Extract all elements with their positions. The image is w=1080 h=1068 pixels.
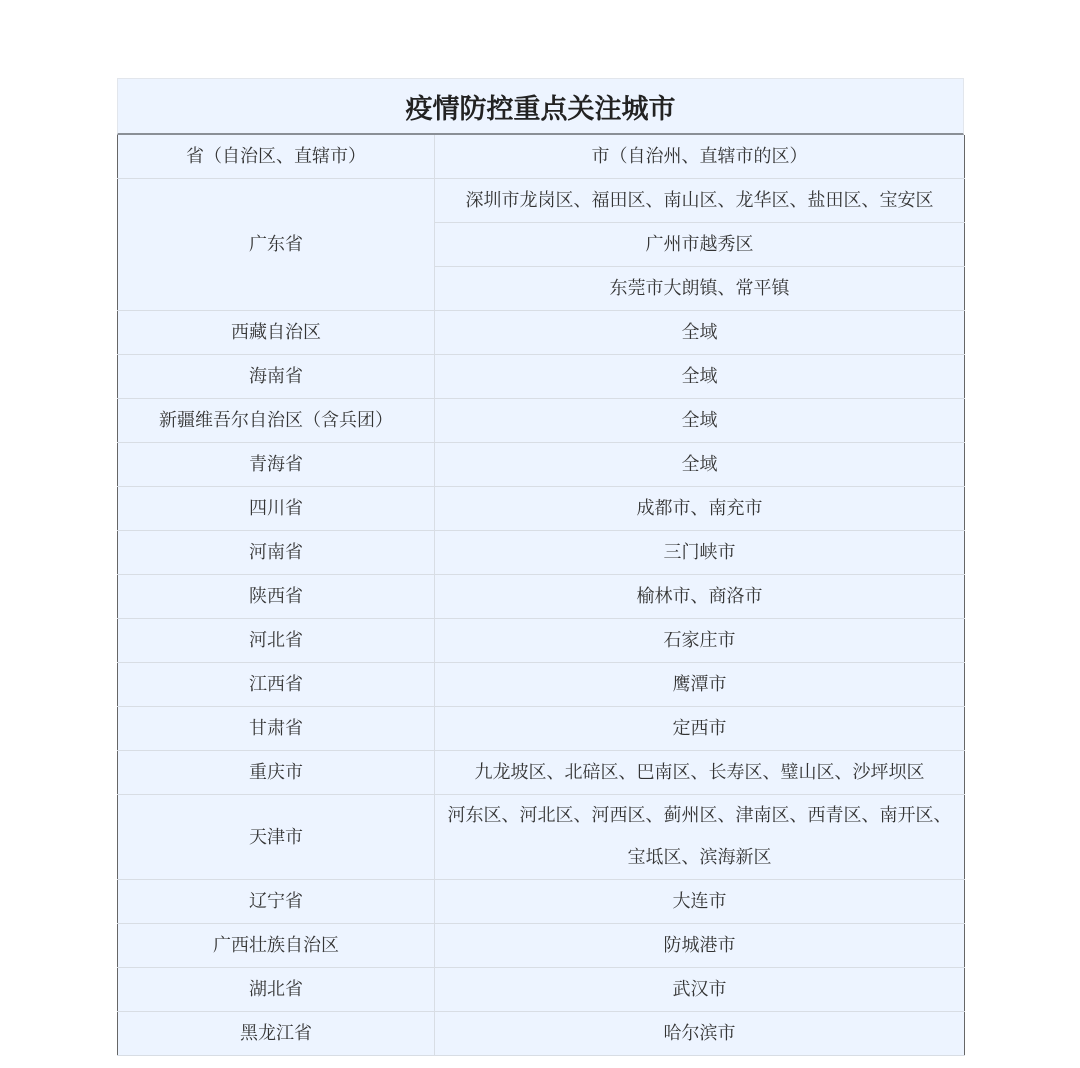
table-row bbox=[118, 531, 965, 575]
cities-cell: 全域 bbox=[435, 311, 965, 355]
province-cell: 重庆市 bbox=[118, 751, 435, 795]
table-title: 疫情防控重点关注城市 bbox=[117, 78, 964, 135]
table-row bbox=[118, 795, 965, 880]
cities-cell: 九龙坡区、北碚区、巴南区、长寿区、璧山区、沙坪坝区 bbox=[435, 751, 965, 795]
cities-cell: 三门峡市 bbox=[435, 531, 965, 575]
cities-cell: 哈尔滨市 bbox=[435, 1012, 965, 1056]
cities-cell: 石家庄市 bbox=[435, 619, 965, 663]
table-row bbox=[118, 880, 965, 924]
cities-cell: 鹰潭市 bbox=[435, 663, 965, 707]
cities-cell: 广州市越秀区 bbox=[435, 223, 965, 267]
table-row bbox=[118, 751, 965, 795]
province-cell: 青海省 bbox=[118, 443, 435, 487]
cities-cell: 武汉市 bbox=[435, 968, 965, 1012]
header-cities: 市（自治州、直辖市的区） bbox=[435, 135, 965, 179]
cities-cell: 大连市 bbox=[435, 880, 965, 924]
province-cell: 天津市 bbox=[118, 795, 435, 880]
cities-cell: 全域 bbox=[435, 399, 965, 443]
cities-cell: 成都市、南充市 bbox=[435, 487, 965, 531]
table-row bbox=[118, 968, 965, 1012]
cities-cell: 防城港市 bbox=[435, 924, 965, 968]
cities-cell: 定西市 bbox=[435, 707, 965, 751]
table-row bbox=[118, 1012, 965, 1056]
cities-cell: 东莞市大朗镇、常平镇 bbox=[435, 267, 965, 311]
province-cell: 四川省 bbox=[118, 487, 435, 531]
table-row bbox=[118, 707, 965, 751]
table-row bbox=[118, 487, 965, 531]
province-cell: 广东省 bbox=[118, 179, 435, 311]
cities-cell: 全域 bbox=[435, 355, 965, 399]
table-row bbox=[118, 399, 965, 443]
province-cell: 湖北省 bbox=[118, 968, 435, 1012]
cities-cell: 全域 bbox=[435, 443, 965, 487]
table-row bbox=[118, 924, 965, 968]
key-cities-table bbox=[117, 135, 965, 1056]
table-row bbox=[118, 311, 965, 355]
province-cell: 陕西省 bbox=[118, 575, 435, 619]
province-cell: 广西壮族自治区 bbox=[118, 924, 435, 968]
header-row bbox=[118, 135, 965, 179]
province-cell: 河南省 bbox=[118, 531, 435, 575]
header-province: 省（自治区、直辖市） bbox=[118, 135, 435, 179]
province-cell: 黑龙江省 bbox=[118, 1012, 435, 1056]
table-row bbox=[118, 663, 965, 707]
province-cell: 河北省 bbox=[118, 619, 435, 663]
table-row bbox=[118, 575, 965, 619]
province-cell: 甘肃省 bbox=[118, 707, 435, 751]
province-cell: 西藏自治区 bbox=[118, 311, 435, 355]
province-cell: 江西省 bbox=[118, 663, 435, 707]
province-cell: 海南省 bbox=[118, 355, 435, 399]
province-cell: 新疆维吾尔自治区（含兵团） bbox=[118, 399, 435, 443]
table-row bbox=[118, 355, 965, 399]
cities-cell: 榆林市、商洛市 bbox=[435, 575, 965, 619]
key-cities-table-container bbox=[117, 78, 964, 1056]
province-cell: 辽宁省 bbox=[118, 880, 435, 924]
table-row bbox=[118, 443, 965, 487]
cities-cell: 河东区、河北区、河西区、蓟州区、津南区、西青区、南开区、宝坻区、滨海新区 bbox=[435, 795, 965, 880]
table-row bbox=[118, 179, 965, 223]
table-row bbox=[118, 619, 965, 663]
cities-cell: 深圳市龙岗区、福田区、南山区、龙华区、盐田区、宝安区 bbox=[435, 179, 965, 223]
